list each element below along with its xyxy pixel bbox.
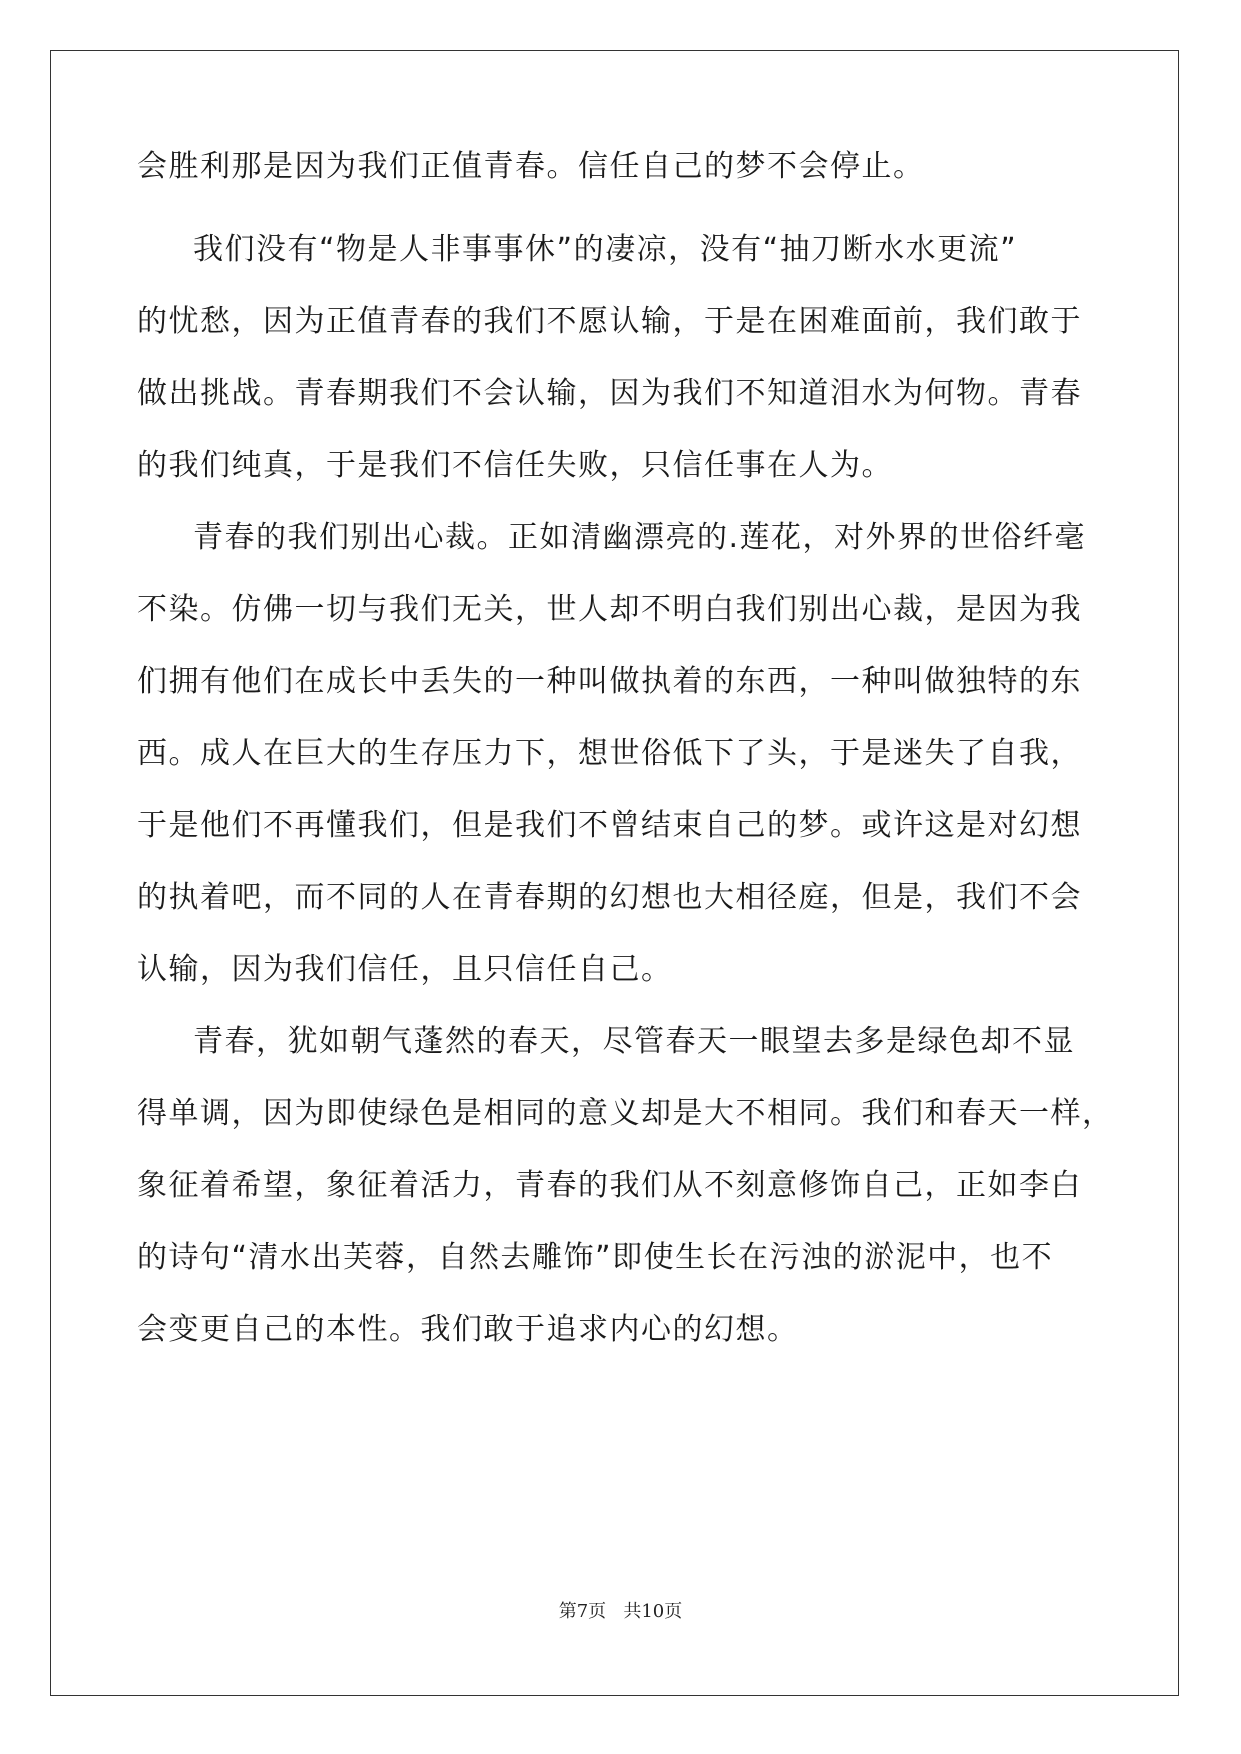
text-line-8: 们拥有他们在成长中丢失的一种叫做执着的东西，一种叫做独特的东 (137, 664, 1082, 699)
text-line-1: 会胜利那是因为我们正值青春。信任自己的梦不会停止。 (137, 149, 925, 184)
text-line-10: 于是他们不再懂我们，但是我们不曾结束自己的梦。或许这是对幻想 (137, 808, 1082, 843)
text-line-14: 得单调，因为即使绿色是相同的意义却是大不相同。我们和春天一样， (137, 1096, 1114, 1131)
page-total: 共10页 (623, 1601, 683, 1622)
text-line-11: 的执着吧，而不同的人在青春期的幻想也大相径庭，但是，我们不会 (137, 880, 1082, 915)
page-border (50, 50, 1179, 1696)
text-line-7: 不染。仿佛一切与我们无关，世人却不明白我们别出心裁，是因为我 (137, 592, 1082, 627)
text-line-4: 做出挑战。青春期我们不会认输，因为我们不知道泪水为何物。青春 (137, 376, 1082, 411)
text-line-3: 的忧愁，因为正值青春的我们不愿认输，于是在困难面前，我们敢于 (137, 304, 1082, 339)
text-line-16: 的诗句“清水出芙蓉，自然去雕饰”即使生长在污浊的淤泥中，也不 (137, 1240, 1054, 1275)
text-line-9: 西。成人在巨大的生存压力下，想世俗低下了头，于是迷失了自我， (137, 736, 1082, 771)
text-line-15: 象征着希望，象征着活力，青春的我们从不刻意修饰自己，正如李白 (137, 1168, 1082, 1203)
text-line-2: 我们没有“物是人非事事休”的凄凉，没有“抽刀断水水更流” (193, 232, 1018, 267)
text-line-12: 认输，因为我们信任，且只信任自己。 (137, 952, 673, 987)
text-line-13: 青春，犹如朝气蓬然的春天，尽管春天一眼望去多是绿色却不显 (193, 1024, 1075, 1059)
text-line-6: 青春的我们别出心裁。正如清幽漂亮的.莲花，对外界的世俗纤毫 (193, 520, 1087, 555)
page-number: 第7页 (558, 1601, 607, 1622)
text-line-5: 的我们纯真，于是我们不信任失败，只信任事在人为。 (137, 448, 893, 483)
page-footer (0, 1597, 1241, 1623)
text-line-17: 会变更自己的本性。我们敢于追求内心的幻想。 (137, 1312, 799, 1347)
